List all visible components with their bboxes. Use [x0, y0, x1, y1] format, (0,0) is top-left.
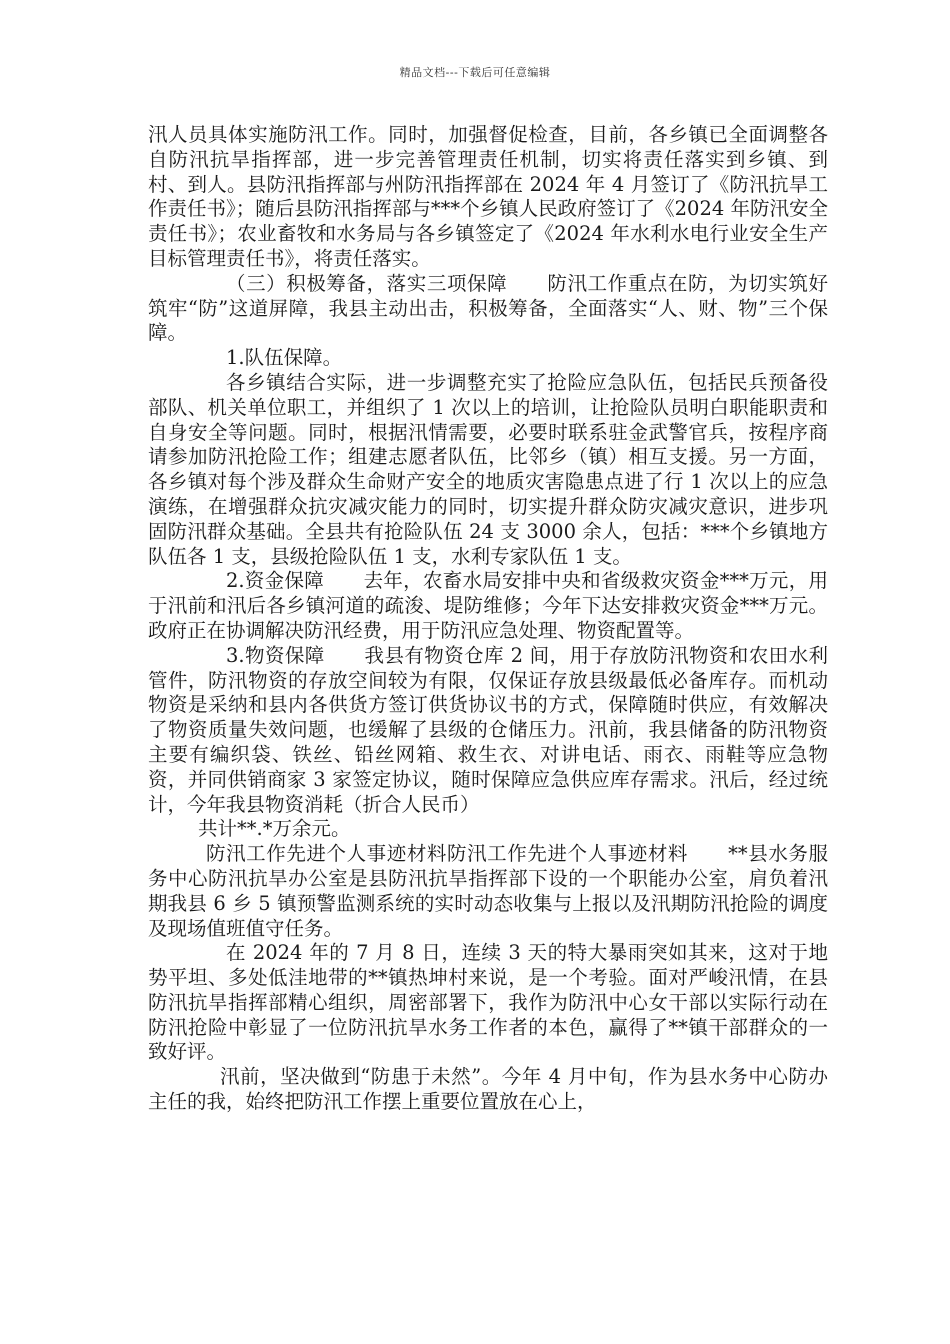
paragraph-responsibility: 汛人员具体实施防汛工作。同时，加强督促检查，目前，各乡镇已全面调整各自防汛抗旱指挥部，进一步完善管理责任机制，切实将责任落实到乡镇、到村、到人。县防汛指挥部与州防汛指挥部在 2024 年 4 月签订了《防汛抗旱工作责任书》；随后县防汛指挥部与***个乡镇人民政府签订了《2024 年防汛安全责任书》；农业畜牧和水务局与各乡镇签定了《2024 年水利水电行业安全生产目标管理责任书》，将责任落实。: [148, 123, 828, 270]
paragraph-three-guarantees: （三）积极筹备，落实三项保障 防汛工作重点在防，为切实筑好筑牢“防”这道屏障，我县主动出击，积极筹备，全面落实“人、财、物”三个保障。: [148, 271, 828, 345]
paragraph-funding: 2.资金保障 去年，农畜水局安排中央和省级救灾资金***万元，用于汛前和汛后各乡镇河道的疏浚、堤防维修；今年下达安排救灾资金***万元。政府正在协调解决防汛经费，用于防汛应急处理、物资配置等。: [148, 569, 828, 642]
paragraph-advanced-individual: 防汛工作先进个人事迹材料防汛工作先进个人事迹材料 **县水务服务中心防汛抗旱办公室是县防汛抗旱指挥部下设的一个职能办公室，肩负着汛期我县 6 乡 5 镇预警监测系统的实时动态收集与上报以及汛期防汛抢险的调度及现场值班值守任务。: [148, 842, 828, 940]
paragraph-materials: 3.物资保障 我县有物资仓库 2 间，用于存放防汛物资和农田水利管件，防汛物资的存放空间较为有限，仅保证存放县级最低必备库存。而机动物资是采纳和县内各供货方签订供货协议书的方式，保障随时供应，有效解决了物资质量失效问题，也缓解了县级的仓储压力。汛前，我县储备的防汛物资主要有编织袋、铁丝、铅丝网箱、救生衣、对讲电话、雨衣、雨鞋等应急物资，并同供销商家 3 家签定协议，随时保障应急供应库存需求。汛后，经过统计，今年我县物资消耗（折合人民币）: [148, 643, 828, 816]
page-header-note: 精品文档---下载后可任意编辑: [399, 66, 551, 79]
paragraph-team-details: 各乡镇结合实际，进一步调整充实了抢险应急队伍，包括民兵预备役部队、机关单位职工，并组织了 1 次以上的培训，让抢险队员明白职能职责和自身安全等问题。同时，根据汛情需要，必要时联系驻金武警官兵，按程序商请参加防汛抢险工作；组建志愿者队伍，比邻乡（镇）相互支援。另一方面，各乡镇对每个涉及群众生命财产安全的地质灾害隐患点进了行 1 次以上的应急演练，在增强群众抗灾减灾能力的同时，切实提升群众防灾减灾意识，进步巩固防汛群众基础。全县共有抢险队伍 24 支 3000 余人，包括：***个乡镇地方队伍各 1 支，县级抢险队伍 1 支，水利专家队伍 1 支。: [148, 370, 828, 568]
paragraph-team-heading: 1.队伍保障。: [226, 346, 343, 370]
paragraph-total-cost: 共计**.*万余元。: [198, 817, 351, 841]
paragraph-pre-flood: 汛前，坚决做到“防患于未然”。今年 4 月中旬，作为县水务中心防办主任的我，始终把防汛工作摆上重要位置放在心上，: [148, 1065, 828, 1114]
paragraph-rainstorm: 在 2024 年的 7 月 8 日，连续 3 天的特大暴雨突如其来，这对于地势平坦、多处低洼地带的**镇热坤村来说，是一个考验。面对严峻汛情，在县防汛抗旱指挥部精心组织，周密部署下，我作为防汛中心女干部以实际行动在防汛抢险中彰显了一位防汛抗旱水务工作者的本色，赢得了**镇干部群众的一致好评。: [148, 941, 828, 1064]
document-body: [148, 123, 828, 1115]
